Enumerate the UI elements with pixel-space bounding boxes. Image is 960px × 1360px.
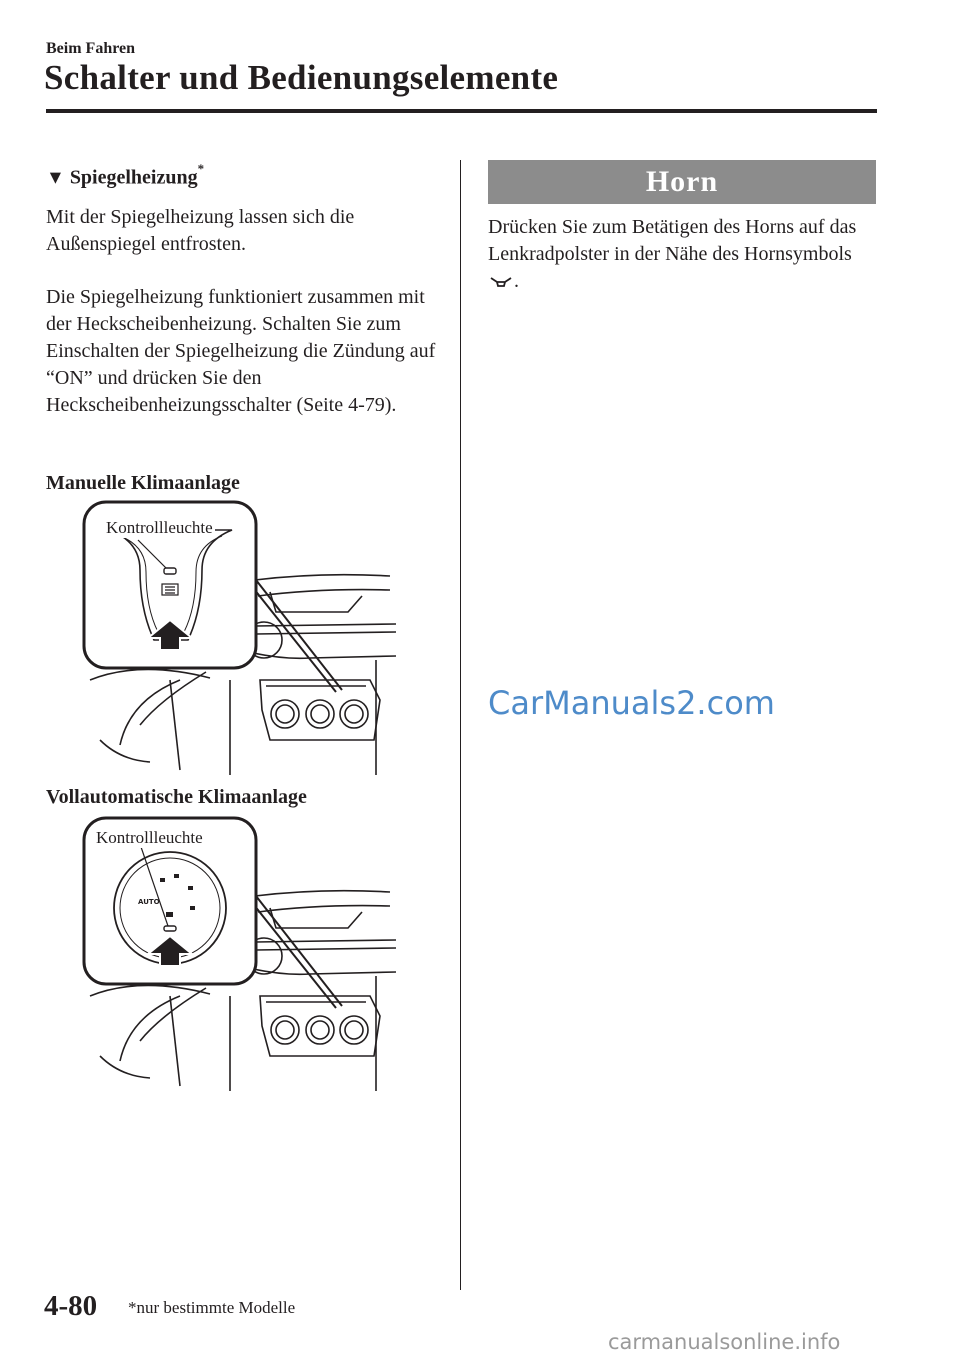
- section-label: Beim Fahren: [46, 40, 136, 57]
- horn-instructions-text: Drücken Sie zum Betätigen des Horns auf das Lenkradpolster in der Nähe des Hornsymbols: [488, 216, 857, 265]
- automatic-indicator-callout: Kontrollleuchte: [96, 828, 203, 847]
- watermark-carmanuals2: CarManuals2.com: [488, 684, 775, 722]
- horn-section-banner: [488, 160, 876, 204]
- mirror-heater-paragraph-1: Mit der Spiegelheizung lassen sich die Außenspiegel entfrosten.: [46, 206, 355, 255]
- footnote: *nur bestimmte Modelle: [128, 1298, 296, 1317]
- horn-instructions: [488, 214, 878, 295]
- title-rule: [46, 109, 877, 113]
- page-number: 4-80: [44, 1290, 98, 1322]
- auto-button-text: AUTO: [138, 898, 160, 906]
- automatic-climate-label: Vollautomatische Klimaanlage: [46, 786, 307, 808]
- mirror-heater-title: Spiegelheizung: [69, 166, 198, 189]
- mirror-heater-paragraph-2: Die Spiegelheizung funktioniert zusammen mit der Heckscheibenheizung. Schalten Sie zum Einschalten der Spiegelheizung die Zündung auf “ON” und drücken Sie den Heckscheibenheizungsschalter (Seite 4-79).: [46, 286, 436, 416]
- horn-title: Horn: [645, 165, 719, 198]
- manual-climate-label: Manuelle Klimaanlage: [46, 472, 240, 494]
- chapter-title: Schalter und Bedienungselemente: [44, 58, 559, 97]
- mirror-heater-heading: [46, 161, 205, 190]
- asterisk: *: [197, 161, 205, 176]
- manual-climate-illustration: [80, 500, 396, 780]
- manual-indicator-callout: Kontrollleuchte: [106, 518, 213, 537]
- triangle-marker-icon: ▼: [46, 167, 65, 189]
- horn-symbol-icon: [488, 275, 514, 289]
- automatic-climate-illustration: [80, 816, 396, 1096]
- watermark-carmanualsonline: carmanualsonline.info: [608, 1330, 841, 1354]
- horn-instructions-end: .: [514, 270, 519, 292]
- column-divider: [460, 160, 461, 1290]
